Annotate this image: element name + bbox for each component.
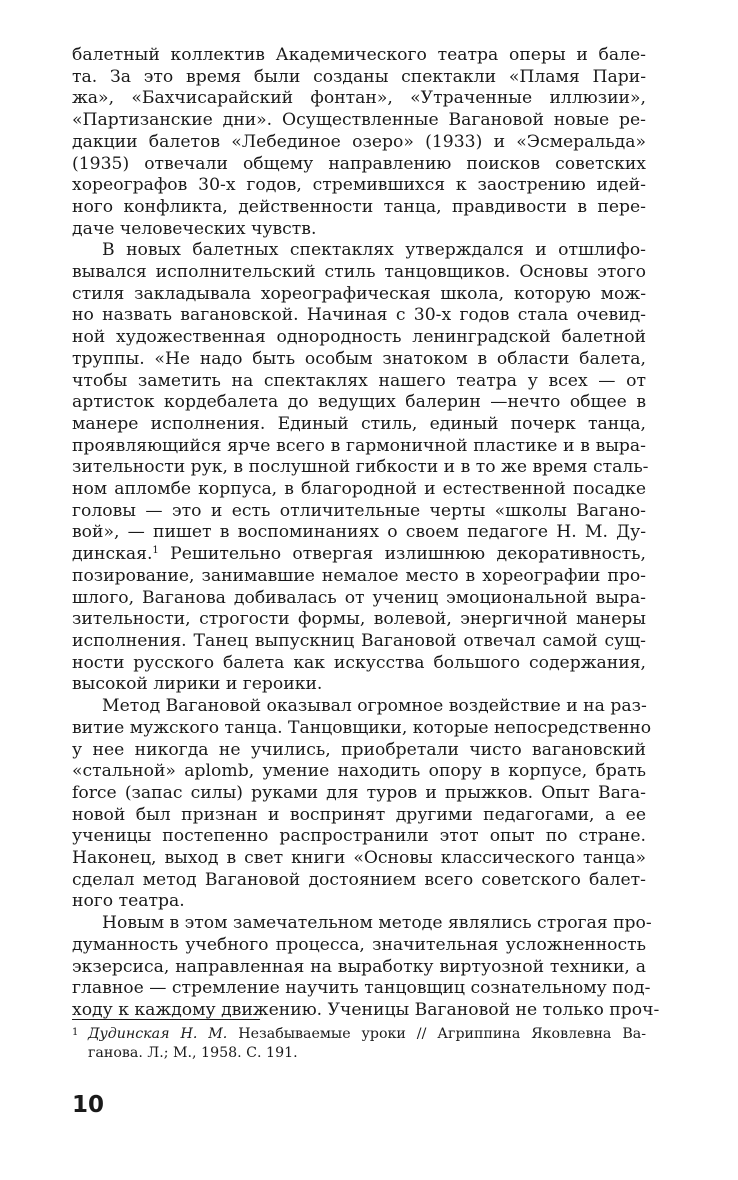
text-line: проявляющийся ярче всего в гармоничной пластике и в выра-: [72, 435, 646, 456]
text-line: Метод Вагановой оказывал огромное воздействие и на раз-: [102, 696, 647, 717]
text-fragment: Решительно отвергая излишнюю декоративность,: [158, 544, 646, 565]
text-line: позирование, занимавшие немалое место в хореографии про-: [72, 565, 646, 586]
paragraph-2: [72, 240, 649, 696]
footnote: [72, 1025, 646, 1063]
text-line: (1935) отвечали общему направлению поисков советских: [72, 153, 646, 174]
paragraph-4: [72, 913, 660, 1022]
paragraph-1: [72, 45, 646, 240]
text-line-with-footnote: [72, 544, 646, 566]
text-fragment: динская.: [72, 544, 153, 565]
text-line: ном апломбе корпуса, в благородной и естественной посадке: [72, 479, 646, 500]
footnote-text: Незабываемые уроки // Агриппина Яковлевна Ва-: [227, 1026, 646, 1042]
text-line: хореографов 30-х годов, стремившихся к заострению идей-: [72, 175, 646, 196]
footnote-line: [72, 1025, 646, 1044]
footnote-line: ганова. Л.; М., 1958. С. 191.: [88, 1045, 298, 1061]
text-line: экзерсиса, направленная на выработку виртуозной техники, а: [72, 956, 646, 977]
page-number: 10: [72, 1092, 105, 1118]
text-line: труппы. «Не надо быть особым знатоком в области балета,: [72, 348, 646, 369]
text-line: дакции балетов «Лебединое озеро» (1933) и «Эсмеральда»: [72, 131, 646, 152]
text-line: манере исполнения. Единый стиль, единый почерк танца,: [72, 413, 646, 434]
text-line: жа», «Бахчисарайский фонтан», «Утраченные иллюзии»,: [72, 88, 646, 109]
text-line: головы — это и есть отличительные черты «школы Вагано-: [72, 500, 646, 521]
text-line: ного конфликта, действенности танца, правдивости в пере-: [72, 196, 646, 217]
text-line: зительности, строгости формы, волевой, энергичной манеры: [72, 609, 646, 630]
text-line: ходу к каждому движению. Ученицы Вагановой не только проч-: [72, 999, 660, 1020]
text-line: force (запас силы) руками для туров и прыжков. Опыт Вага-: [72, 782, 646, 803]
text-line: зительности рук, в послушной гибкости и в то же время сталь-: [72, 457, 649, 478]
text-line: «Партизанские дни». Осуществленные Вагановой новые ре-: [72, 110, 646, 131]
text-line: та. За это время были созданы спектакли «Пламя Пари-: [72, 66, 646, 87]
footnote-divider: [72, 1019, 260, 1020]
text-line: артисток кордебалета до ведущих балерин —нечто общее в: [72, 392, 646, 413]
text-line: ученицы постепенно распространили этот опыт по стране.: [72, 826, 646, 847]
footnote-ref[interactable]: 1: [152, 545, 159, 557]
text-line: шлого, Ваганова добивалась от учениц эмоциональной выра-: [72, 587, 646, 608]
body-text: [72, 45, 660, 1022]
text-line: балетный коллектив Академического театра оперы и бале-: [72, 45, 646, 65]
text-line: исполнения. Танец выпускниц Вагановой отвечал самой сущ-: [72, 630, 646, 651]
text-line: Новым в этом замечательном методе являлись строгая про-: [102, 913, 652, 934]
text-line: высокой лирики и героики.: [72, 674, 323, 695]
text-line: сделал метод Вагановой достоянием всего советского балет-: [72, 869, 646, 890]
text-line: думанность учебного процесса, значительная усложненность: [72, 934, 646, 955]
text-line: ности русского балета как искусства большого содержания,: [72, 652, 646, 673]
text-line: «стальной» aplomb, умение находить опору в корпусе, брать: [72, 761, 646, 782]
paragraph-3: [72, 696, 652, 913]
text-line: главное — стремление научить танцовщиц сознательному под-: [72, 978, 651, 999]
text-line: стиля закладывала хореографическая школа, которую мож-: [72, 283, 646, 304]
footnote-author: Дудинская Н. М.: [88, 1026, 228, 1042]
text-line: у нее никогда не учились, приобретали чисто вагановский: [72, 739, 646, 760]
text-line: вой», — пишет в воспоминаниях о своем педагоге Н. М. Ду-: [72, 522, 646, 543]
text-line: ной художественная однородность ленинградской балетной: [72, 327, 646, 348]
text-line: ного театра.: [72, 891, 185, 912]
footnote-mark: 1: [72, 1027, 79, 1038]
text-line: витие мужского танца. Танцовщики, которые непосредственно: [72, 717, 652, 738]
text-line: но назвать вагановской. Начиная с 30-х годов стала очевид-: [72, 305, 646, 326]
text-line: новой был признан и воспринят другими педагогами, а ее: [72, 804, 646, 825]
text-line: вывался исполнительский стиль танцовщиков. Основы этого: [72, 262, 646, 283]
text-line: В новых балетных спектаклях утверждался и отшлифо-: [102, 240, 646, 261]
text-line: даче человеческих чувств.: [72, 218, 317, 239]
text-line: Наконец, выход в свет книги «Основы классического танца»: [72, 848, 646, 869]
text-line: чтобы заметить на спектаклях нашего театра у всех — от: [72, 370, 646, 391]
